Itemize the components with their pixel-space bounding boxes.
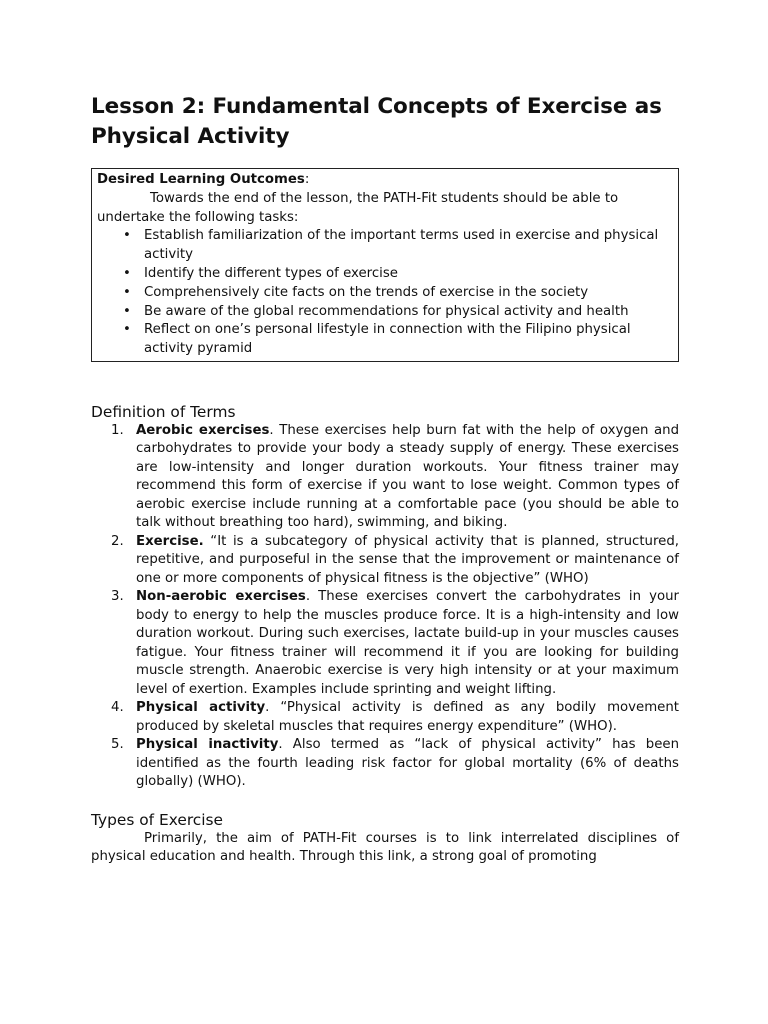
bullet-icon: •	[123, 265, 131, 281]
definitions-list	[91, 422, 679, 792]
definition-item	[111, 533, 679, 589]
item-number: 3.	[111, 589, 124, 605]
item-number: 4.	[111, 700, 124, 716]
bullet-icon: •	[123, 303, 131, 319]
outcome-text: Be aware of the global recommendations for physical activity and health	[144, 303, 629, 319]
outcomes-heading-line	[97, 171, 670, 190]
term-definition: “It is a subcategory of physical activity that is planned, structured, repetitive, and purposeful in the sense that the improvement or maintenance of one or more components of physical fitness is the objective” (WHO)	[136, 533, 679, 586]
term-name: Non-aerobic exercises	[136, 589, 306, 605]
definition-item	[111, 422, 680, 533]
outcome-item	[123, 303, 670, 322]
definition-item	[111, 736, 680, 792]
outcome-item	[123, 265, 670, 284]
types-paragraph: Primarily, the aim of PATH-Fit courses is to link interrelated disciplines of physical education and health. Through this link, a strong goal of promoting	[91, 830, 679, 865]
outcomes-intro: Towards the end of the lesson, the PATH-Fit students should be able to undertake the following tasks:	[97, 190, 619, 225]
term-name: Aerobic exercises	[136, 422, 270, 438]
term-name: Physical activity	[136, 700, 266, 716]
outcome-text: Establish familiarization of the important terms used in exercise and physical activity	[144, 228, 659, 263]
term-name: Physical inactivity	[136, 737, 279, 753]
term-definition: . “Physical activity is defined as any bodily movement produced by skeletal muscles that requires energy expenditure” (WHO).	[136, 700, 679, 734]
definitions-heading: Definition of Terms	[91, 402, 236, 421]
term-definition: . These exercises convert the carbohydrates in your body to energy to help the muscles produce force. It is a high-intensity and low duration workout. During such exercises, lactate build-up in your muscles causes fatigue. Your fitness trainer will recommend it if you are looking for building muscle strength. Anaerobic exercise is very high intensity or at your maximum level of exertion. Examples include sprinting and weight lifting.	[136, 589, 680, 697]
outcome-text: Reflect on one’s personal lifestyle in connection with the Filipino physical activity pyramid	[144, 322, 631, 357]
item-number: 1.	[111, 422, 124, 438]
term-name: Exercise.	[136, 533, 204, 549]
bullet-icon: •	[123, 322, 131, 338]
outcomes-list	[97, 227, 670, 359]
outcomes-heading: Desired Learning Outcomes	[97, 172, 305, 187]
lesson-title: Lesson 2: Fundamental Concepts of Exercise as Physical Activity	[91, 94, 662, 149]
bullet-icon: •	[123, 284, 131, 300]
outcome-item	[123, 227, 670, 265]
definition-item	[111, 588, 680, 699]
outcomes-heading-colon: :	[304, 172, 310, 187]
term-definition: . Also termed as “lack of physical activity” has been identified as the fourth leading risk factor for global mortality (6% of deaths globally) (WHO).	[136, 737, 680, 790]
types-heading: Types of Exercise	[91, 810, 224, 829]
item-number: 2.	[111, 533, 124, 549]
outcome-text: Identify the different types of exercise	[144, 265, 398, 281]
document-page	[91, 92, 679, 867]
outcome-item	[123, 284, 670, 303]
item-number: 5.	[111, 737, 124, 753]
outcome-item	[123, 321, 670, 359]
outcome-text: Comprehensively cite facts on the trends of exercise in the society	[144, 284, 589, 300]
learning-outcomes-box	[91, 168, 679, 362]
bullet-icon: •	[123, 228, 131, 244]
term-definition: . These exercises help burn fat with the help of oxygen and carbohydrates to provide your body a steady supply of energy. These exercises are low-intensity and longer duration workouts. Your fitness trainer may recommend this form of exercise if you want to lose weight. Common types of aerobic exercise include running at a comfortable pace (you should be able to talk without breathing too hard), swimming, and biking.	[136, 422, 680, 531]
definition-item	[111, 699, 679, 736]
